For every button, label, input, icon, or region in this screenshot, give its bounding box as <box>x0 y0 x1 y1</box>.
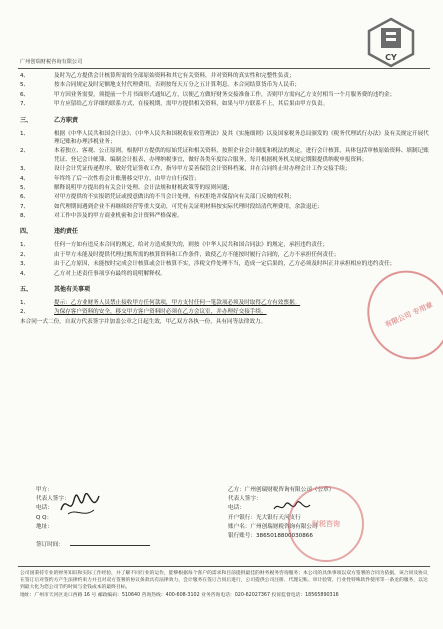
clause-text: 对甲方提供的不实报销凭证或授意做出的不当会计处理，有权拒绝并保留向有关部门反映的权利； <box>54 194 295 201</box>
section-3-item-7 <box>20 203 430 211</box>
party-b-tel: 电话： <box>228 505 245 512</box>
clause-text: 按本合同规定及时足额地支付代理费用，否则按每天万分之五计算利息。本合同结算货币为人民币； <box>54 82 301 89</box>
clause-text: 甲方应留给乙方详细的联系方式，在接税期，需甲方提供相关资料，如果与甲方联系不上，其后果由甲方负责。 <box>54 101 329 108</box>
clause-text: 由于乙方原因，未能按时完成会计核算或会计核算不实，涉税文件处理不当，造成一定后果的，乙方必须及时纠正并承担相应的违约责任； <box>54 261 396 268</box>
closing-statement: 本合同一式二份，自双方代表签字并加盖公章之日起生效，甲乙双方各执一份，具有同等法律效力。 <box>20 318 267 325</box>
clause-number: 4、 <box>20 270 30 277</box>
contract-body <box>20 72 430 327</box>
clause-text: 年终终了后一次性将会计账册移交甲方，由甲方自行保管； <box>54 175 200 182</box>
section-4-item-4 <box>20 270 430 278</box>
clause-number: 2、 <box>20 309 30 316</box>
clause-text: 甲方因业务需要，须提前一个月书面形式通知乙方，以便乙方做好财务交接准备工作，否则甲方需向乙方支付相当一个月服务费的违约金； <box>54 91 396 98</box>
top-clauses <box>20 72 430 109</box>
party-a-qq: Q Q： <box>36 514 53 521</box>
section-4-heading: 四、 违约责任 <box>20 228 79 236</box>
party-a-signature-icon <box>58 490 102 520</box>
clause-number: 7、 <box>20 101 30 108</box>
sign-date: 签订时间： <box>36 541 150 549</box>
clause-text: 由于甲方未能及时提供代理过账所需的核算资料和工作条件，致使乙方不能按时履行合同的，乙方不承担任何责任； <box>54 251 340 258</box>
party-a-addr: 地址： <box>36 523 53 530</box>
clause-number: 3、 <box>20 261 30 268</box>
clause-text: 乙方对上述责任事项享有最终的说明解释权。 <box>54 270 166 277</box>
clause-text: 及时为乙方提供会计核算所需的全部原始资料和其它有关资料，并对资料的真实性和完整性负责； <box>54 73 295 79</box>
clause-text: 为保存客户资料的安全，移交甲方客户资料时必须在乙方会议室，并办理好交接手续。 <box>54 309 267 316</box>
section-4-item-3 <box>20 260 430 268</box>
clause-top-2 <box>20 81 430 89</box>
party-b-account-name: 账户名：广州创瑞财税咨询有限公司 <box>228 523 318 530</box>
section-3-item-3 <box>20 165 430 173</box>
clause-text: 解释说明甲方提出的有关会计处理、会计法规和财税政策等的原则问题； <box>54 184 234 191</box>
section-3-item-5 <box>20 184 430 192</box>
header-divider <box>18 68 430 69</box>
section-4-item-1 <box>20 241 430 249</box>
clause-number: 5、 <box>20 184 30 191</box>
party-b-name: 乙方：广州创瑞财税咨询有限公司（公章） <box>228 487 335 493</box>
clause-text: 任何一方如有违反本合同的规定，给对方造成损失的，则按《中华人民共和国合同法》的规定，承担违约责任； <box>54 242 329 249</box>
header-company-name: 广州创瑞财税咨询有限公司 <box>20 59 83 65</box>
clause-number: 2、 <box>20 251 30 258</box>
section-5-heading: 五、 其他有关事项 <box>20 286 91 294</box>
party-b-bank: 开户银行：光大银行天河支行 <box>228 514 301 521</box>
clause-text: 提示：乙方业财务人员禁止接收甲方任何款项，甲方支付任何一笔款项必须及时取得乙方有效票据。 <box>54 300 301 307</box>
clause-number: 5、 <box>20 82 30 89</box>
clause-text: 设计会计凭证传递程序，敏好凭证签收工作，指导甲方妥善保管会计资料档案，并在合同终止时办理会计工作交接手续； <box>54 166 351 173</box>
footer-address: 地址：广州市天河区龙口西路 16 号 邮政编码：510640 咨询热线：400-608-3102 业务咨询电话：020-62027367 投诉监督电话：18565890316 <box>20 592 339 598</box>
logo-text: CY <box>385 53 397 62</box>
company-seal-side: 有限公司 专用章 <box>353 257 443 373</box>
clause-number: 7、 <box>20 203 30 210</box>
clause-number: 1、 <box>20 130 30 137</box>
section-3-item-6 <box>20 193 430 201</box>
party-b-account-no: 银行账号：3865018800030866 <box>228 532 313 539</box>
section-3-heading: 三、 乙方职责 <box>20 116 79 124</box>
clause-number: 4、 <box>20 73 30 79</box>
clause-number: 4、 <box>20 175 30 182</box>
clause-number: 1、 <box>20 300 30 307</box>
footer <box>20 571 428 600</box>
company-seal-bottom: 财税咨询 <box>288 486 364 562</box>
company-logo-icon <box>364 16 418 68</box>
clause-top-4 <box>20 100 430 108</box>
section-4-items <box>20 241 430 278</box>
clause-text: 根据《中华人民共和国会计法》、《中华人民共和国税收征收管理法》及其《实施细则》以及国家税务总局颁发的《税务代理试行办法》及有关规定开展代理记账和办理涉税业务； <box>54 130 429 145</box>
clause-text: 如代理期间遇到企业不再继续经营等重大变动，可凭有关证明材料按实际代理时段结清代理费用，余款退还； <box>54 203 323 210</box>
clause-top-1 <box>20 72 430 80</box>
section-3-items <box>20 130 430 221</box>
section-3-item-2 <box>20 147 430 164</box>
footer-divider <box>18 566 430 567</box>
party-a-label: 甲方： <box>36 487 53 493</box>
party-a-rep: 代表人签字： <box>36 496 70 503</box>
section-3-item-8 <box>20 212 430 220</box>
party-b-rep: 代表人签字： <box>228 496 262 503</box>
clause-number: 6、 <box>20 91 30 98</box>
clause-number: 1、 <box>20 242 30 249</box>
section-3-item-4 <box>20 175 430 183</box>
footer-text: 公司国秉持专业的财务知识和实际工作经验，并了解不同行业的运作，能够根据每个客户的需求和目前提供最佳的财务税务咨询服务；本公司的具体事项以双方签署的合同为依据，该合同及协议在签订后对签约方产生法律约束力并且对双方签署的协议条款具有法律效力，会计服务在签订合同后进行，公司提供公司注册、代理记账、审计验资、行业性特殊软件使用等一条龙的服务，以达到最大化为您公司节约时间与金钱成本的最终目标。 <box>20 571 428 590</box>
clause-number: 3、 <box>20 166 30 173</box>
section-3-item-1 <box>20 130 430 147</box>
section-4-item-2 <box>20 251 430 259</box>
clause-top-3 <box>20 91 430 99</box>
clause-text: 本着独立、客观、公正原则，根据甲方提供的原始凭证和相关资料，按照企业会计制度和税法的规定，进行会计核算，具体包括审核原始资料、填制记账凭证、登记会计帐簿、编制会计报表，办理纳税事宜，做好各类年度综合服务，每月根据税务机关规定期限提供纳税申报资料； <box>54 148 429 163</box>
party-a-tel: 电话： <box>36 505 53 512</box>
clause-number: 2、 <box>20 148 30 155</box>
clause-number: 8、 <box>20 213 30 220</box>
clause-number: 6、 <box>20 194 30 201</box>
clause-text: 对工作中涉及的甲方商业机密和会计资料严格保密。 <box>54 213 183 220</box>
